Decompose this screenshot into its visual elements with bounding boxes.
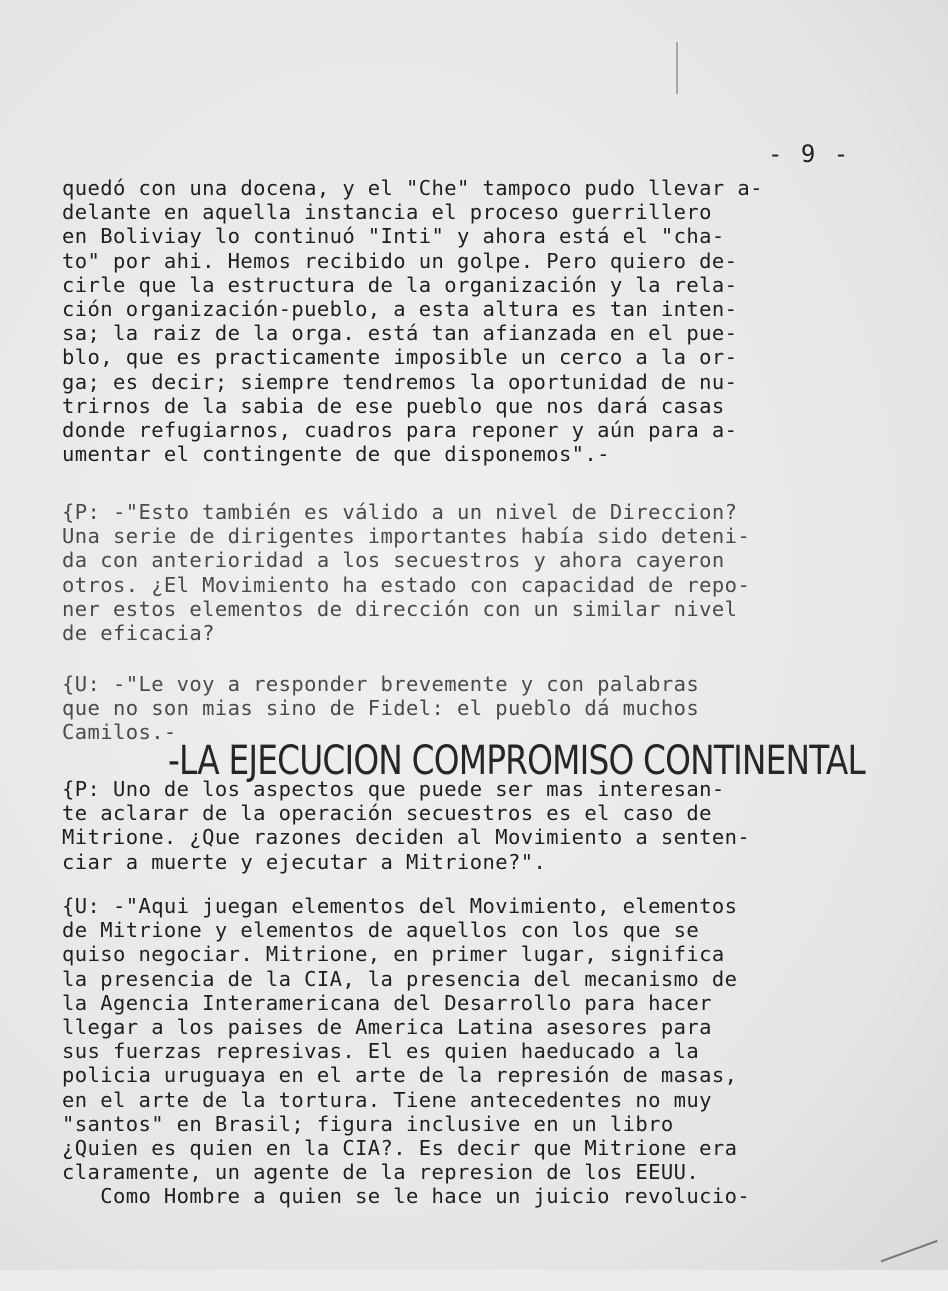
page-fold-mark [676,42,678,94]
text-line: ner estos elementos de dirección con un similar nivel [62,596,738,621]
paragraph-answer-mitrione [62,894,862,1208]
text-line: {P: -"Esto también es válido a un nivel de Direccion? [62,500,738,524]
text-line: la Agencia Interamericana del Desarrollo para hacer [62,990,712,1015]
text-line: delante en aquella instancia el proceso guerrillero [62,200,712,225]
text-line: que no son mias sino de Fidel: el pueblo dá muchos [62,696,700,721]
paragraph-answer-camilos [62,672,862,745]
page-edge-mark [881,1240,948,1291]
text-line: ciar a muerte y ejecutar a Mitrione?". [62,849,547,874]
text-line: sa; la raiz de la orga. está tan afianzada en el pue- [62,321,738,346]
text-line: de Mitrione y elementos de aquellos con los que se [62,918,700,943]
text-line: donde refugiarnos, cuadros para reponer y aún para a- [62,417,738,442]
text-line: de eficacia? [62,620,215,645]
text-line: Una serie de dirigentes importantes había sido deteni- [62,524,751,549]
text-line: {U: -"Le voy a responder brevemente y con palabras [62,672,700,696]
text-line: ga; es decir; siempre tendremos la oportunidad de nu- [62,369,738,394]
text-line: quiso negociar. Mitrione, en primer lugar, significa [62,942,725,967]
paragraph-question-direction [62,500,862,645]
section-headline: -LA EJECUCION COMPROMISO CONTINENTAL [168,738,865,784]
text-line: "santos" en Brasil; figura inclusive en un libro [62,1111,674,1136]
paragraph-answer-continuation [62,176,862,466]
page-number: - 9 - [768,140,851,168]
text-line: umentar el contingente de que disponemos".- [62,442,610,467]
text-line: otros. ¿El Movimiento ha estado con capacidad de repo- [62,572,751,597]
text-line: quedó con una docena, y el "Che" tampoco pudo llevar a- [62,176,763,200]
text-line: claramente, un agente de la represion de los EEUU. [62,1160,700,1185]
text-line: sus fuerzas represivas. El es quien haeducado a la [62,1039,700,1064]
text-line: te aclarar de la operación secuestros es el caso de [62,801,712,826]
text-line: policia uruguaya en el arte de la represión de masas, [62,1063,738,1088]
text-line: llegar a los paises de America Latina asesores para [62,1014,712,1039]
text-line: Mitrione. ¿Que razones deciden al Movimiento a senten- [62,825,751,850]
text-line: ción organización-pueblo, a esta altura es tan inten- [62,296,738,321]
text-line: cirle que la estructura de la organización y la rela- [62,272,738,297]
text-line: la presencia de la CIA, la presencia del mecanismo de [62,966,738,991]
text-line: Camilos.- [62,720,177,745]
text-line: {P: Uno de los aspectos que puede ser mas interesan- [62,777,725,801]
text-line: da con anterioridad a los secuestros y ahora cayeron [62,548,725,573]
paragraph-question-mitrione [62,777,862,874]
text-line: trirnos de la sabia de ese pueblo que nos dará casas [62,393,725,418]
text-line: ¿Quien es quien en la CIA?. Es decir que Mitrione era [62,1135,738,1160]
text-line: Como Hombre a quien se le hace un juicio revolucio- [62,1184,751,1209]
text-line: to" por ahi. Hemos recibido un golpe. Pero quiero de- [62,248,738,273]
text-line: en Boliviay lo continuó "Inti" y ahora está el "cha- [62,224,725,249]
text-line: {U: -"Aqui juegan elementos del Movimiento, elementos [62,894,738,918]
text-line: blo, que es practicamente imposible un cerco a la or- [62,345,738,370]
text-line: en el arte de la tortura. Tiene antecedentes no muy [62,1087,712,1112]
